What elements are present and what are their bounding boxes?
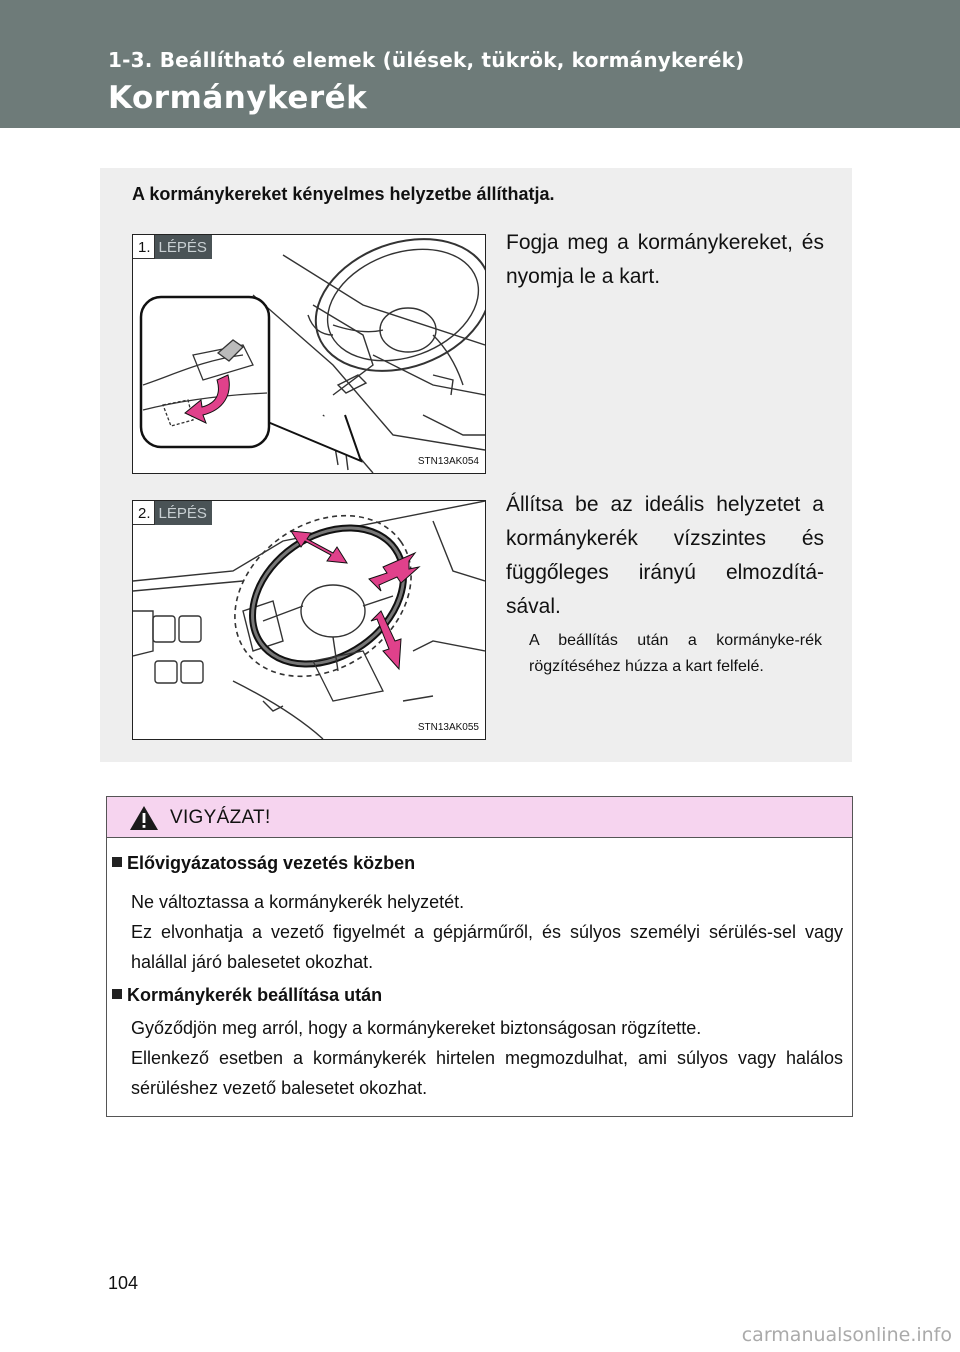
step-2-badge <box>133 501 212 525</box>
intro-text: A kormánykereket kényelmes helyzetbe állíthatja. <box>132 184 555 204</box>
step-2-note: A beállítás után a kormányke-rék rögzítéséhez húzza a kart felfelé. <box>529 632 822 675</box>
bullet-square-icon <box>112 857 122 867</box>
step-1-number: 1. <box>133 235 155 259</box>
step-1-figure <box>132 234 486 474</box>
warning-body-1-line-1: Ne változtassa a kormánykerék helyzetét. <box>131 892 465 912</box>
step-2-label: LÉPÉS <box>155 501 212 525</box>
warning-body-1 <box>131 887 843 977</box>
warning-triangle-icon <box>129 805 159 831</box>
warning-heading-1: Elővigyázatosság vezetés közben <box>127 853 416 873</box>
step-2-figure <box>132 500 486 740</box>
step-1-figure-code: STN13AK054 <box>417 456 479 467</box>
bullet-square-icon <box>112 989 122 999</box>
warning-header <box>107 797 852 838</box>
watermark: carmanualsonline.info <box>741 1324 952 1346</box>
step-1-label: LÉPÉS <box>155 235 212 259</box>
warning-heading-2: Kormánykerék beállítása után <box>127 985 383 1005</box>
step-1-badge <box>133 235 212 259</box>
section-title: 1-3. Beállítható elemek (ülések, tükrök, kormánykerék) <box>108 48 745 72</box>
page-title: Kormánykerék <box>108 80 368 116</box>
steering-lever-illustration <box>133 235 485 473</box>
warning-body-2-line-1: Győződjön meg arról, hogy a kormánykereket biztonságosan rögzítette. <box>131 1018 702 1038</box>
warning-body-2-line-2: Ellenkező esetben a kormánykerék hirtelen megmozdulhat, ami súlyos vagy halálos sérüléshez vezető balesetet okozhat. <box>131 1048 843 1098</box>
step-1-text: Fogja meg a kormánykereket, és nyomja le a kart. <box>506 231 824 288</box>
step-2-figure-code: STN13AK055 <box>417 722 479 733</box>
warning-body-2 <box>131 1013 843 1103</box>
warning-label: VIGYÁZAT! <box>170 807 271 828</box>
page-header <box>0 0 960 128</box>
steering-adjustment-illustration <box>133 501 485 739</box>
step-2-number: 2. <box>133 501 155 525</box>
warning-body-1-line-2: Ez elvonhatja a vezető figyelmét a gépjárműről, és súlyos személyi sérülés-sel vagy halállal járó balesetet okozhat. <box>131 922 843 972</box>
step-2-text: Állítsa be az ideális helyzetet a kormánykerék vízszintes és függőleges irányú elmozdítá-sával. <box>506 493 824 618</box>
page-number: 104 <box>108 1273 139 1293</box>
